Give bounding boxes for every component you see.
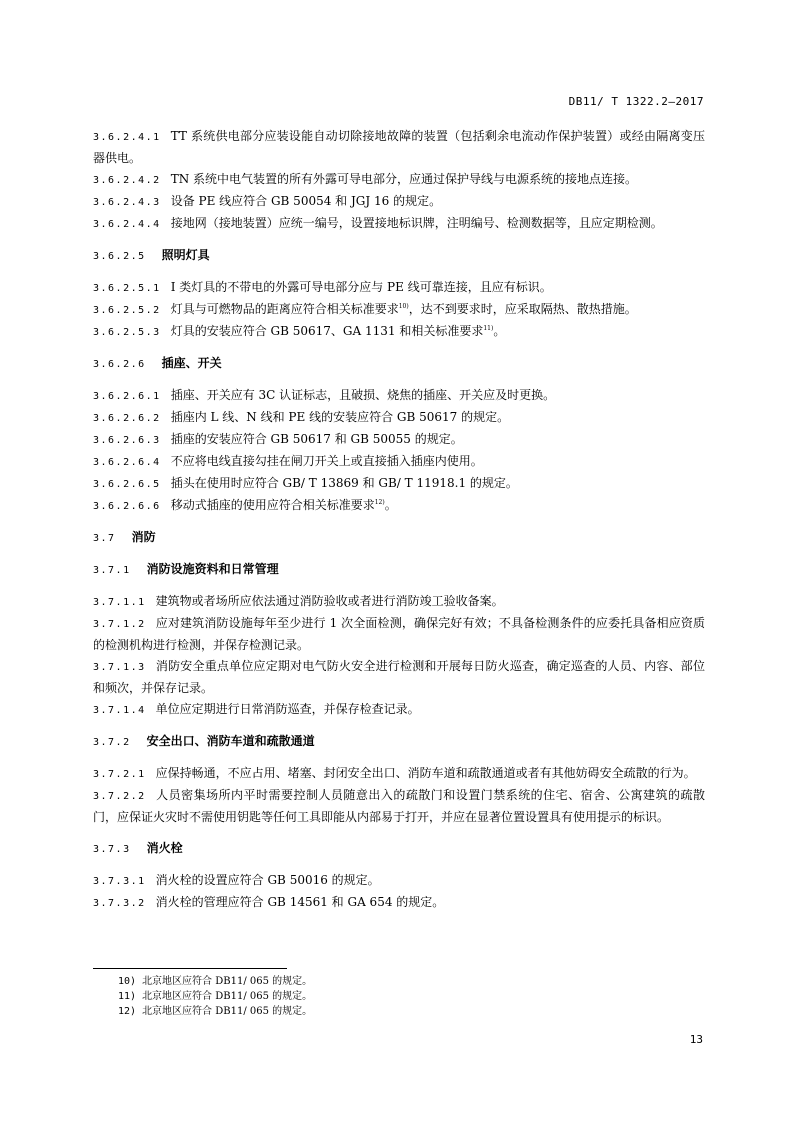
clause-text: 应对建筑消防设施每年至少进行 1 次全面检测，确保完好有效；不具备检测条件的应委托具备相应资质的检测机构进行检测，并保存检测记录。	[93, 616, 705, 652]
clause-text: 消火栓的管理应符合 GB 14561 和 GA 654 的规定。	[155, 895, 445, 909]
clause-text: 人员密集场所内平时需要控制人员随意出入的疏散门和设置门禁系统的住宅、宿舍、公寓建筑的疏散门，应保证火灾时不需使用钥匙等任何工具即能从内部易于打开，并应在显著位置设置具有使用提示的标识。	[93, 788, 705, 824]
clause-text: 移动式插座的使用应符合相关标准要求	[170, 498, 375, 512]
clause-paragraph	[93, 495, 705, 517]
clause-text: 建筑物或者场所应依法通过消防验收或者进行消防竣工验收备案。	[155, 594, 504, 608]
clause-paragraph	[93, 699, 705, 721]
clause-number: 3.7.1.1	[93, 597, 146, 608]
clause-number: 3.6.2.5.2	[93, 305, 161, 316]
clause-number: 3.7.2.2	[93, 791, 146, 802]
clause-paragraph	[93, 870, 705, 892]
clause-number: 3.6.2.6	[93, 359, 146, 370]
clause-text: 消火栓的设置应符合 GB 50016 的规定。	[155, 873, 380, 887]
clause-text: 安全出口、消防车道和疏散通道	[146, 734, 315, 748]
footnote-text: 北京地区应符合 DB11/ 065 的规定。	[142, 1006, 313, 1017]
clause-paragraph	[93, 299, 705, 321]
clause-number: 3.6.2.5.3	[93, 327, 161, 338]
clause-paragraph	[93, 892, 705, 914]
clause-number: 3.6.2.6.5	[93, 479, 161, 490]
section-heading	[93, 527, 705, 549]
clause-paragraph	[93, 407, 705, 429]
footnote	[118, 1004, 312, 1019]
footnote-divider	[93, 968, 287, 969]
footnote-text: 北京地区应符合 DB11/ 065 的规定。	[142, 976, 313, 987]
section-heading	[93, 731, 705, 753]
clause-paragraph	[93, 451, 705, 473]
clause-text-tail: 。	[493, 324, 506, 338]
clause-number: 3.7.1.4	[93, 705, 146, 716]
clause-paragraph	[93, 591, 705, 613]
clause-paragraph	[93, 191, 705, 213]
clause-text: 设备 PE 线应符合 GB 50054 和 JGJ 16 的规定。	[170, 194, 442, 208]
clause-number: 3.6.2.4.2	[93, 175, 161, 186]
clause-text: 照明灯具	[161, 248, 210, 262]
section-heading	[93, 838, 705, 860]
clause-number: 3.7.3	[93, 844, 131, 855]
clause-paragraph	[93, 169, 705, 191]
clause-number: 3.6.2.6.3	[93, 435, 161, 446]
clause-number: 3.6.2.4.1	[93, 132, 161, 143]
clause-text: 灯具的安装应符合 GB 50617、GA 1131 和相关标准要求	[170, 324, 484, 338]
clause-text: 应保持畅通，不应占用、堵塞、封闭安全出口、消防车道和疏散通道或者有其他妨碍安全疏散的行为。	[155, 766, 696, 780]
clause-paragraph	[93, 321, 705, 343]
clause-number: 3.6.2.5	[93, 251, 146, 262]
clause-number: 3.6.2.6.2	[93, 413, 161, 424]
footnote	[118, 989, 312, 1004]
section-heading	[93, 559, 705, 581]
clause-text: 接地网（接地装置）应统一编号，设置接地标识牌，注明编号、检测数据等，且应定期检测。	[170, 216, 663, 230]
footnote-text: 北京地区应符合 DB11/ 065 的规定。	[142, 991, 313, 1002]
clause-text: 消防安全重点单位应定期对电气防火安全进行检测和开展每日防火巡查，确定巡查的人员、内容、部位和频次，并保存记录。	[93, 659, 705, 695]
clause-number: 3.7.1	[93, 565, 131, 576]
clause-paragraph	[93, 385, 705, 407]
footnote-ref: 10)	[398, 303, 409, 310]
clause-paragraph	[93, 277, 705, 299]
clause-number: 3.6.2.6.4	[93, 457, 161, 468]
page-number: 13	[689, 1033, 703, 1046]
body-content	[93, 126, 705, 914]
clause-number: 3.7	[93, 533, 116, 544]
clause-text: 插座、开关应有 3C 认证标志，且破损、烧焦的插座、开关应及时更换。	[170, 388, 556, 402]
clause-number: 3.7.2	[93, 737, 131, 748]
clause-text: 插座的安装应符合 GB 50617 和 GB 50055 的规定。	[170, 432, 463, 446]
clause-paragraph	[93, 656, 705, 699]
clause-text: 消火栓	[146, 841, 183, 855]
clause-paragraph	[93, 429, 705, 451]
footnote-ref: 11)	[483, 325, 494, 332]
clause-number: 3.7.2.1	[93, 769, 146, 780]
clause-number: 3.7.3.2	[93, 898, 146, 909]
footnote-number: 12)	[118, 1006, 137, 1017]
clause-text: 灯具与可燃物品的距离应符合相关标准要求	[170, 302, 399, 316]
section-heading	[93, 245, 705, 267]
page-header-doc-code: DB11/ T 1322.2—2017	[568, 95, 704, 108]
clause-number: 3.6.2.6.6	[93, 501, 161, 512]
section-heading	[93, 353, 705, 375]
clause-text-tail: ，达不到要求时，应采取隔热、散热措施。	[408, 302, 637, 316]
clause-text: TT 系统供电部分应装设能自动切除接地故障的装置（包括剩余电流动作保护装置）或经由隔离变压器供电。	[93, 129, 705, 165]
clause-number: 3.7.1.2	[93, 619, 146, 630]
clause-number: 3.6.2.6.1	[93, 391, 161, 402]
clause-number: 3.6.2.4.3	[93, 197, 161, 208]
clause-text: TN 系统中电气装置的所有外露可导电部分，应通过保护导线与电源系统的接地点连接。	[170, 172, 638, 186]
footnotes	[118, 974, 312, 1019]
clause-text: 不应将电线直接勾挂在闸刀开关上或直接插入插座内使用。	[170, 454, 483, 468]
clause-number: 3.7.1.3	[93, 662, 146, 673]
clause-paragraph	[93, 763, 705, 785]
clause-paragraph	[93, 473, 705, 495]
clause-text-tail: 。	[384, 498, 397, 512]
clause-number: 3.6.2.5.1	[93, 283, 161, 294]
clause-paragraph	[93, 213, 705, 235]
footnote-ref: 12)	[374, 499, 385, 506]
footnote-number: 10)	[118, 976, 137, 987]
clause-paragraph	[93, 126, 705, 169]
clause-text: 插座内 L 线、N 线和 PE 线的安装应符合 GB 50617 的规定。	[170, 410, 510, 424]
clause-text: 消防设施资料和日常管理	[146, 562, 279, 576]
clause-paragraph	[93, 785, 705, 828]
clause-text: 消防	[131, 530, 156, 544]
footnote-number: 11)	[118, 991, 137, 1002]
clause-text: 插座、开关	[161, 356, 222, 370]
clause-paragraph	[93, 613, 705, 656]
clause-text: Ⅰ 类灯具的不带电的外露可导电部分应与 PE 线可靠连接，且应有标识。	[170, 280, 552, 294]
clause-number: 3.7.3.1	[93, 876, 146, 887]
clause-text: 插头在使用时应符合 GB/ T 13869 和 GB/ T 11918.1 的规定。	[170, 476, 518, 490]
footnote	[118, 974, 312, 989]
clause-number: 3.6.2.4.4	[93, 219, 161, 230]
clause-text: 单位应定期进行日常消防巡查，并保存检查记录。	[155, 702, 420, 716]
